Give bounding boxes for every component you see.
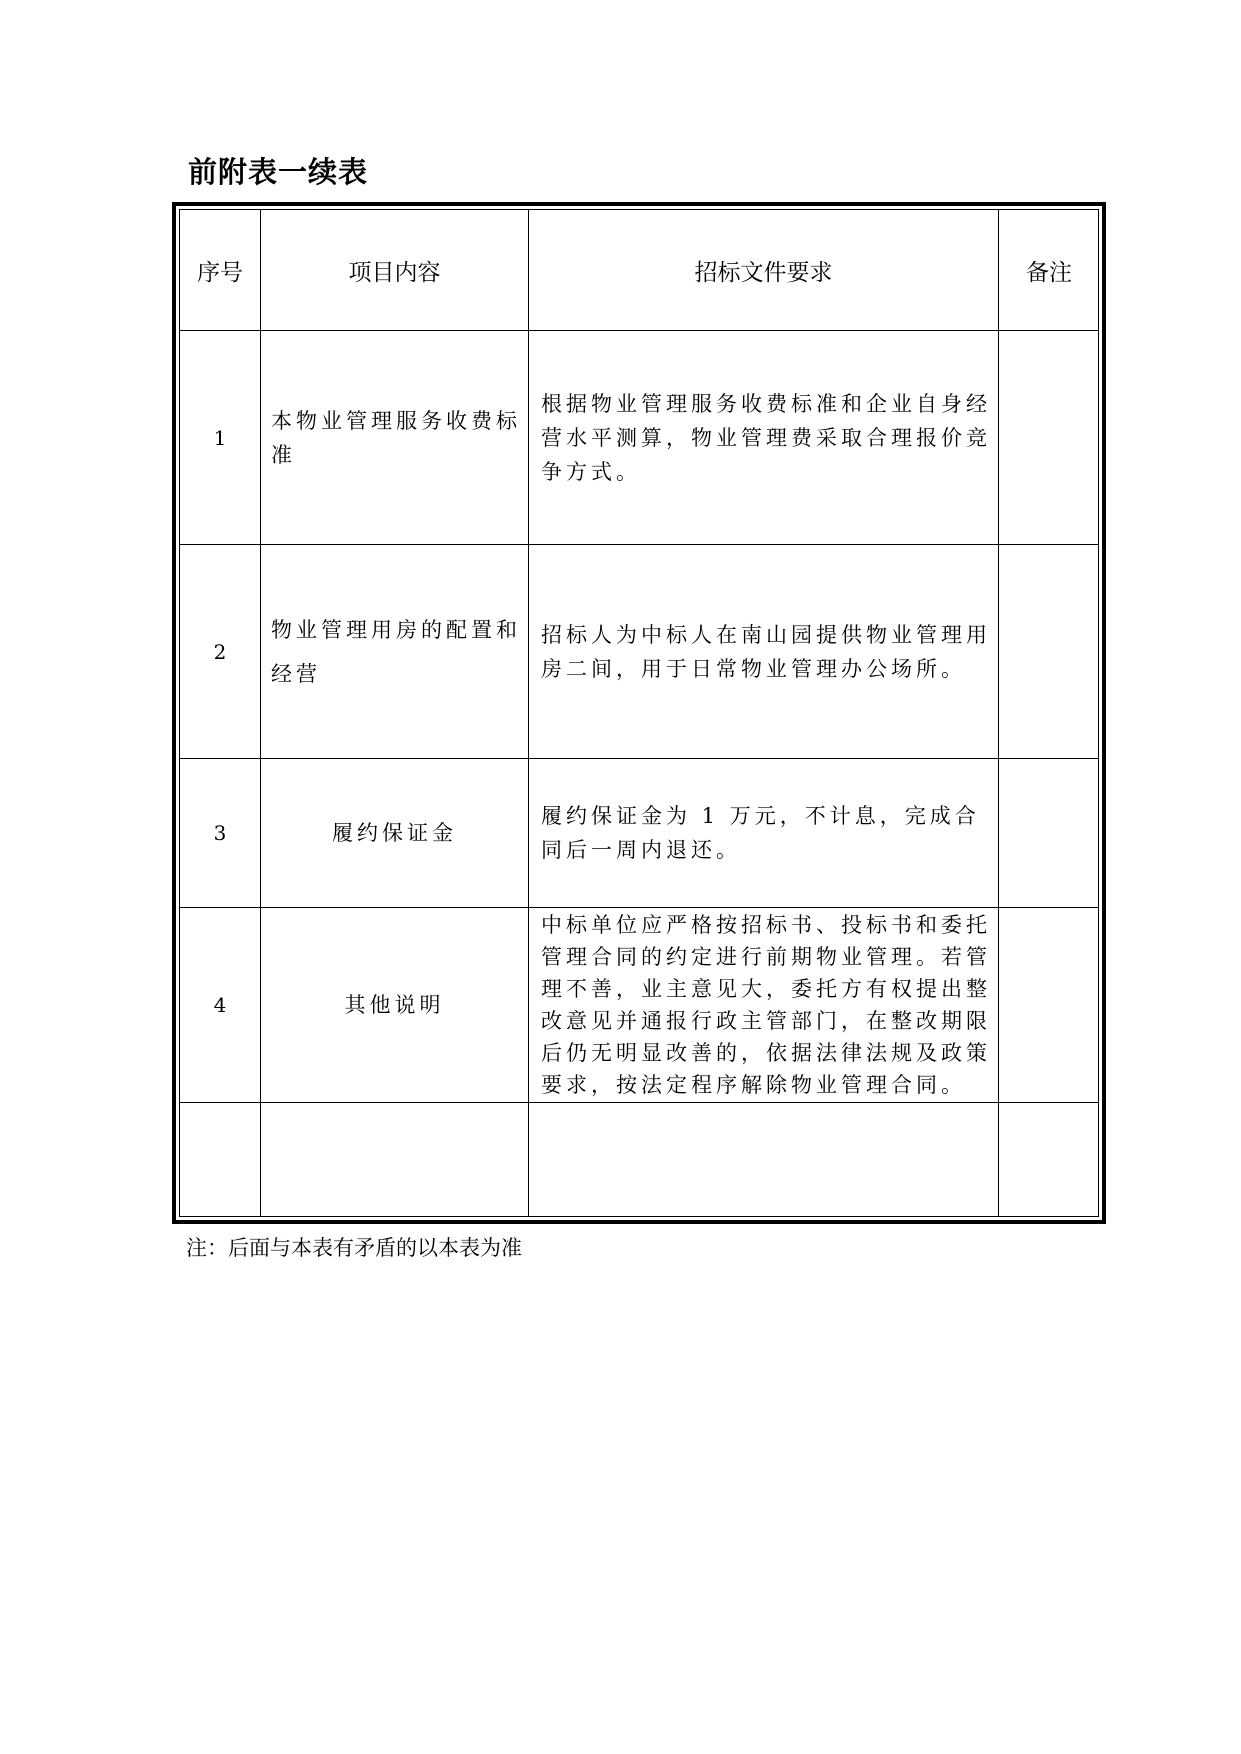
row-5-item xyxy=(271,1103,521,1217)
row-2-remark xyxy=(999,545,1099,758)
row-3-seq: 3 xyxy=(213,821,227,845)
row-1-requirement: 根据物业管理服务收费标准和企业自身经营水平测算，物业管理费采取合理报价竞争方式。 xyxy=(541,391,991,484)
header-requirement: 招标文件要求 xyxy=(694,259,833,286)
row-1-seq: 1 xyxy=(213,425,227,450)
row-3-remark xyxy=(999,759,1099,907)
row-4-requirement: 中标单位应严格按招标书、投标书和委托管理合同的约定进行前期物业管理。若管理不善，业主意见大，委托方有权提出整改意见并通报行政主管部门，在整改期限后仍无明显改善的，依据法律法规及政策要求，按法定程序解除物业管理合同。 xyxy=(541,913,991,1097)
requirements-table xyxy=(172,202,1106,1224)
page-title: 前附表一续表 xyxy=(188,155,369,189)
row-5-remark xyxy=(999,1103,1099,1217)
row-3-item: 履约保证金 xyxy=(332,821,457,845)
header-item: 项目内容 xyxy=(348,259,441,286)
row-4-seq: 4 xyxy=(213,993,227,1017)
table-grid xyxy=(179,209,1099,1217)
row-5-seq xyxy=(180,1103,260,1217)
row-5-requirement xyxy=(541,1103,991,1217)
row-2-item: 物业管理用房的配置和经营 xyxy=(271,617,521,686)
header-seq: 序号 xyxy=(197,259,243,286)
row-2-seq: 2 xyxy=(213,639,227,664)
row-4-item: 其他说明 xyxy=(344,993,445,1017)
row-2-requirement: 招标人为中标人在南山园提供物业管理用房二间，用于日常物业管理办公场所。 xyxy=(541,622,991,681)
row-3-requirement: 履约保证金为 1 万元，不计息，完成合同后一周内退还。 xyxy=(541,804,980,862)
row-1-item: 本物业管理服务收费标准 xyxy=(271,408,521,467)
column-divider xyxy=(528,210,529,1216)
row-1-remark xyxy=(999,331,1099,544)
row-4-remark xyxy=(999,908,1099,1102)
table-footnote: 注：后面与本表有矛盾的以本表为准 xyxy=(186,1236,522,1260)
header-remark: 备注 xyxy=(1026,259,1072,286)
